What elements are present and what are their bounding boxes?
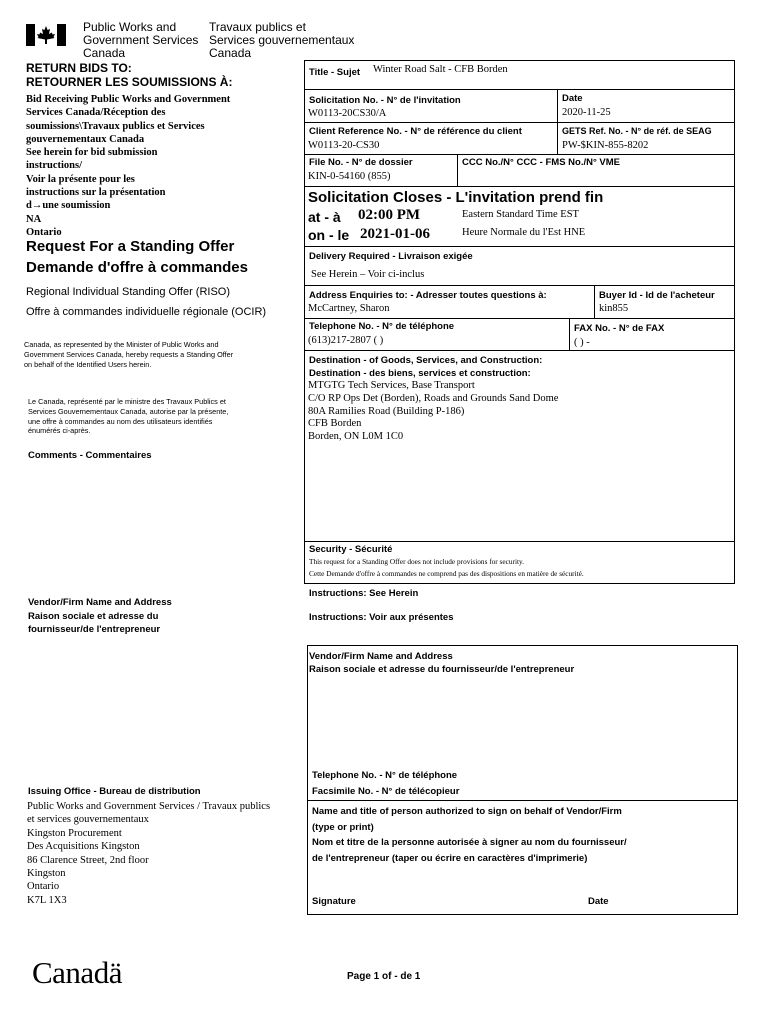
canada-wordmark: Canadä — [32, 955, 122, 990]
fax-value: ( ) - — [574, 337, 590, 348]
issuing-line: Kingston — [27, 868, 66, 880]
ccc-number-label: CCC No./N° CCC - FMS No./N° VME — [462, 157, 621, 168]
destination-line: CFB Borden — [308, 418, 362, 430]
comments-label: Comments - Commentaires — [28, 450, 152, 461]
return-bids-title-fr: RETOURNER LES SOUMISSIONS À: — [26, 75, 233, 89]
closes-on-label: on - le — [308, 227, 350, 243]
destination-label-en: Destination - of Goods, Services, and Construction: — [309, 355, 543, 366]
offer-type — [26, 282, 266, 322]
issuing-line: et services gouvernementaux — [27, 814, 149, 826]
vendor-facsimile-label: Facsimile No. - N° de télécopieur — [312, 786, 460, 797]
vendor-telephone-label: Telephone No. - N° de téléphone — [312, 770, 458, 781]
title-label: Title - Sujet — [309, 67, 361, 78]
closes-time-value: 02:00 PM — [358, 207, 421, 223]
gets-reference-label: GETS Ref. No. - N° de réf. de SEAG — [562, 126, 712, 136]
file-number-label: File No. - N° de dossier — [309, 157, 413, 168]
return-bids-line: Bid Receiving Public Works and Government — [26, 94, 231, 105]
divider — [304, 318, 735, 319]
buyer-id-label: Buyer Id - Id de l'acheteur — [599, 290, 715, 301]
closes-date-value: 2021-01-06 — [360, 226, 430, 242]
dept-en-line: Government Services — [83, 33, 199, 47]
auth-line: Nom et titre de la personne autorisée à signer au nom du fournisseur/ — [312, 837, 627, 848]
destination-label-fr: Destination - des biens, services et construction: — [309, 368, 531, 379]
issuing-line: Kingston Procurement — [27, 827, 122, 839]
issuing-line: Public Works and Government Services / Travaux publics — [27, 801, 271, 812]
return-bids-title-en: RETURN BIDS TO: — [26, 61, 132, 75]
request-title-en: Request For a Standing Offer — [26, 238, 235, 255]
vendor-left-line: Vendor/Firm Name and Address — [28, 597, 172, 608]
closes-time-zone-en: Eastern Standard Time EST — [462, 209, 579, 220]
divider — [304, 186, 735, 187]
issuing-line: Ontario — [27, 881, 60, 893]
para-fr-line: une offre à commandes au nom des utilisateurs identifiés — [28, 416, 213, 426]
divider — [304, 246, 735, 247]
divider — [304, 350, 735, 351]
divider — [304, 89, 735, 90]
vendor-box-line: Vendor/Firm Name and Address — [309, 651, 453, 662]
return-bids-line: Voir la présente pour les — [26, 173, 135, 185]
return-bids-line: instructions sur la présentation — [26, 187, 166, 199]
divider — [457, 154, 458, 186]
signature-date-label: Date — [588, 896, 609, 907]
destination-line: C/O RP Ops Det (Borden), Roads and Grounds Sand Dome — [308, 392, 559, 404]
issuing-line: 86 Clarence Street, 2nd floor — [27, 854, 149, 866]
para-fr-line: Le Canada, représenté par le ministre des Travaux Publics et — [28, 397, 226, 406]
security-text-fr: Cette Demande d'offre à commandes ne comprend pas des dispositions en matière de sécurité. — [309, 569, 584, 578]
return-bids-line: d→une soumission — [26, 200, 111, 212]
return-bids-line: instructions/ — [26, 160, 83, 172]
request-title — [26, 236, 248, 278]
request-paragraph-fr — [28, 397, 228, 436]
vendor-box-line: Raison sociale et adresse du fournisseur/de l'entrepreneur — [309, 664, 575, 675]
auth-line: de l'entrepreneur (taper ou écrire en caractères d'imprimerie) — [312, 852, 588, 864]
vendor-box-label — [309, 650, 574, 676]
instructions-fr: Instructions: Voir aux présentes — [309, 612, 454, 623]
return-bids-line: soumissions\Travaux publics et Services — [26, 120, 205, 132]
vendor-left-line: Raison sociale et adresse du — [28, 610, 159, 622]
offer-type-en: Regional Individual Standing Offer (RISO) — [26, 286, 231, 298]
request-title-fr: Demande d'offre à commandes — [26, 259, 248, 276]
canada-flag-icon — [26, 24, 66, 46]
address-enquiries-value: McCartney, Sharon — [308, 303, 390, 314]
telephone-label: Telephone No. - N° de téléphone — [309, 321, 455, 332]
divider — [594, 285, 595, 318]
security-label: Security - Sécurité — [309, 544, 393, 555]
para-en-line: Canada, as represented by the Minister of Public Works and — [24, 340, 219, 349]
closes-time-zone-fr: Heure Normale du l'Est HNE — [462, 227, 586, 238]
dept-fr-line: Travaux publics et — [209, 20, 306, 34]
department-name-en — [83, 21, 198, 60]
destination-address — [308, 380, 558, 444]
gets-reference-value: PW-$KIN-855-8202 — [562, 140, 649, 151]
return-bids-line: See herein for bid submission — [26, 147, 158, 159]
closes-at-label: at - à — [308, 209, 341, 225]
solicitation-label: Solicitation No. - N° de l'invitation — [309, 95, 461, 106]
auth-line: (type or print) — [312, 821, 374, 833]
vendor-left-line: fournisseur/de l'entrepreneur — [28, 624, 161, 635]
divider — [304, 285, 735, 286]
divider — [304, 154, 735, 155]
fax-label: FAX No. - N° de FAX — [574, 323, 665, 334]
return-bids-address — [26, 93, 296, 238]
dept-en-line: Canada — [83, 46, 126, 60]
para-fr-line: énumérés ci-après. — [28, 426, 91, 436]
destination-label — [309, 354, 542, 380]
telephone-value: (613)217-2807 ( ) — [308, 335, 384, 346]
buyer-id-value: kin855 — [599, 303, 629, 314]
issuing-line: Des Acquisitions Kingston — [27, 841, 140, 853]
destination-line: 80A Ramilies Road (Building P-186) — [308, 405, 465, 417]
security-text-en: This request for a Standing Offer does not include provisions for security. — [309, 557, 525, 566]
address-enquiries-label: Address Enquiries to: - Adresser toutes questions à: — [309, 290, 547, 301]
department-name-fr — [209, 21, 354, 60]
date-label: Date — [562, 93, 583, 104]
issuing-office-address — [27, 800, 270, 907]
para-en-line: Government Services Canada, hereby requests a Standing Offer — [24, 349, 234, 359]
dept-en-line: Public Works and — [83, 20, 177, 34]
instructions-en: Instructions: See Herein — [309, 588, 419, 599]
destination-line: Borden, ON L0M 1C0 — [308, 431, 404, 443]
client-reference-value: W0113-20-CS30 — [308, 140, 380, 151]
issuing-line: K7L 1X3 — [27, 894, 67, 906]
dept-fr-line: Services gouvernementaux — [209, 33, 355, 47]
solicitation-value: W0113-20CS30/A — [308, 108, 387, 119]
title-value: Winter Road Salt - CFB Borden — [373, 64, 508, 75]
divider — [304, 122, 735, 123]
file-number-value: KIN-0-54160 (855) — [308, 171, 391, 182]
auth-line: Name and title of person authorized to sign on behalf of Vendor/Firm — [312, 806, 622, 817]
delivery-required-value: See Herein – Voir ci-inclus — [311, 269, 425, 280]
client-reference-label: Client Reference No. - N° de référence du client — [309, 126, 522, 137]
request-paragraph-en — [24, 340, 233, 369]
divider — [569, 318, 570, 350]
para-en-line: on behalf of the Identified Users herein. — [24, 359, 152, 369]
para-fr-line: Services Gouvernementaux Canada, autorise par la présente, — [28, 406, 229, 416]
return-bids-line: gouvernementaux Canada — [26, 133, 145, 145]
delivery-required-label: Delivery Required - Livraison exigée — [309, 251, 473, 262]
date-value: 2020-11-25 — [562, 107, 611, 118]
return-bids-line: NA — [26, 213, 42, 225]
return-bids-line: Services Canada/Réception des — [26, 107, 166, 119]
offer-type-fr: Offre à commandes individuelle régionale (OCIR) — [26, 306, 267, 318]
dept-fr-line: Canada — [209, 46, 252, 60]
return-bids-heading — [26, 61, 232, 89]
return-bids-line: Ontario — [26, 226, 62, 238]
divider — [307, 800, 738, 801]
destination-line: MTGTG Tech Services, Base Transport — [308, 380, 475, 391]
divider — [304, 541, 735, 542]
page-number: Page 1 of - de 1 — [347, 971, 421, 982]
authorized-person-label — [312, 804, 627, 866]
solicitation-closes-title: Solicitation Closes - L'invitation prend fin — [308, 189, 604, 206]
issuing-office-label: Issuing Office - Bureau de distribution — [28, 786, 201, 797]
signature-label: Signature — [312, 896, 356, 907]
vendor-left-label — [28, 596, 172, 637]
